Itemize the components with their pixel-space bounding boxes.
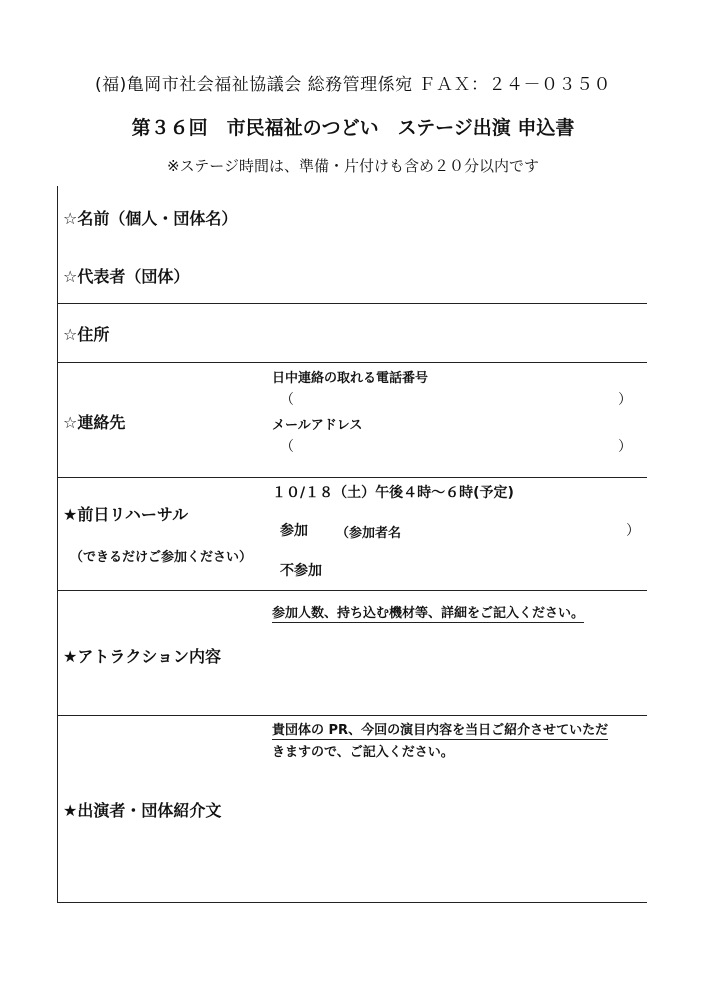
address-label: ☆住所 [63,325,110,344]
email-close-paren: ） [618,439,632,455]
rehearsal-label: ★前日リハーサル [63,505,189,524]
phone-caption: 日中連絡の取れる電話番号 [272,371,429,386]
rehearsal-date: １０/１８（土）午後４時～６時(予定) [272,485,514,501]
email-field[interactable] [298,434,616,456]
performer-label: ★出演者・団体紹介文 [63,801,222,820]
performer-field[interactable] [270,764,642,896]
not-attend-option[interactable]: 不参加 [280,563,322,579]
attendee-name-field[interactable] [420,518,620,540]
email-caption: メールアドレス [272,418,363,433]
phone-open-paren: （ [280,392,294,408]
attraction-instruction: 参加人数、持ち込む機材等、詳細をご記入ください。 [272,602,584,623]
table-left-border [57,186,58,903]
rehearsal-sub-label: （できるだけご参加ください） [70,550,253,565]
attendee-close-paren: ） [626,523,640,539]
table-bottom-border [57,902,647,903]
row-divider [57,303,647,304]
performer-instruction-line2: きますので、ご記入ください。 [272,745,454,760]
performer-instruction-line1: 貴団体の PR、今回の演目内容を当日ご紹介させていただ [272,719,608,740]
attraction-label: ★アトラクション内容 [63,647,222,666]
fax-header: (福)亀岡市社会福祉協議会 総務管理係宛 ＦＡＸ：２４－０３５０ [94,75,612,95]
attendee-name-caption: （参加者名 [336,526,402,541]
phone-field[interactable] [298,387,616,409]
row-divider [57,477,647,478]
name-label: ☆名前（個人・団体名） [63,209,238,228]
time-note: ※ステージ時間は、準備・片付けも含め２０分以内です [167,157,539,175]
name-field[interactable] [270,196,642,240]
representative-field[interactable] [270,254,642,298]
email-open-paren: （ [280,439,294,455]
address-field[interactable] [270,312,642,356]
attraction-field[interactable] [270,626,642,710]
row-divider [57,362,647,363]
row-divider [57,590,647,591]
page-title: 第３６回 市民福祉のつどい ステージ出演 申込書 [131,117,575,139]
contact-label: ☆連絡先 [63,413,126,432]
attend-option[interactable]: 参加 [280,523,308,539]
phone-close-paren: ） [618,392,632,408]
representative-label: ☆代表者（団体） [63,267,190,286]
row-divider [57,715,647,716]
